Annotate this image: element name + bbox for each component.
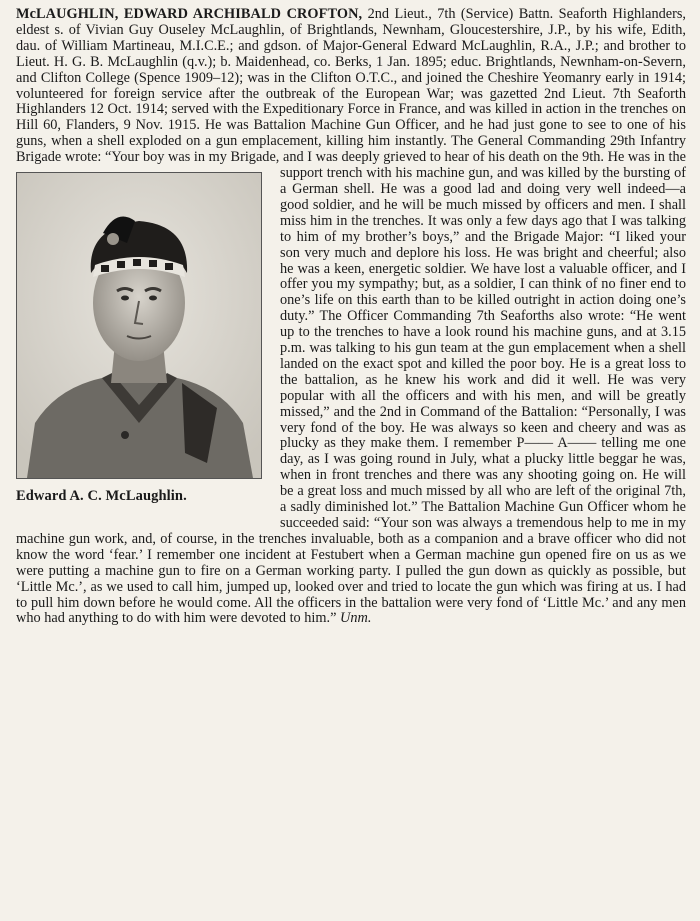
portrait-image bbox=[17, 173, 261, 478]
entry-continued-text: He was in the support trench with his machine gun, and was killed by the bursting of a German shell. He was a good lad and doing very well indeed—a good soldier, and he will be much missed by officers and men. I shall miss him in the trenches. It was only a few days ago that I was talking to him of my brother’s boys,” and the Brigade Major: “I liked your son very much and deplore his loss. He was bright and cheerful; also he was a keen, energetic soldier. We have lost a valuable officer, and I offer you my sympathy; but, as a soldier, I can think of no finer end to one’s life on this earth than to be killed outright in action doing one’s duty.” The Officer Commanding 7th Seaforths also wrote: “He went up to the trenches to have a look round his machine guns, and at 3.15 p.m. was talking to his gun team at the gun emplacement when a shell landed on the exact spot and killed the poor boy. He is a great loss to the battalion, as he knew his work and did it well. He was very popular with all the officers and with his men, and will be greatly missed,” and the 2nd in Command of the Battalion: “Personally, I was very fond of the boy. He was always so keen and cheery and was as plucky as they make them. I remember P—— A—— telling me one day, as I was going round in July, what a plucky little beggar he was, when in front trenches and there was any shooting going on. He will be a great loss and much missed by all who are left of the original 7th, a sadly diminished lot.” The Battalion Machine Gun Officer whom he succeeded said: “Your son was always a tremendous help to me in my machine gun work, and, of course, in the trenches invaluable, both as a companion and a brave officer who did not know the word ‘fear.’ I remember one incident at Festubert when a German machine gun opened fire on us as we were putting a machine gun to fire on a German working party. I pulled the gun down as quickly as possible, but ‘Little Mc.’, as we used to call him, jumped up, looked over and tried to locate the gun which was firing at us. I had to pull him down before he would come. All the officers in the battalion were very fond of ‘Little Mc.’ and any men who had anything to do with him were devoted to him.” bbox=[16, 149, 686, 627]
portrait-figure bbox=[16, 172, 264, 518]
marital-status: Unm. bbox=[340, 610, 372, 627]
entry-name: McLAUGHLIN, EDWARD ARCHIBALD CROFTON, bbox=[16, 6, 363, 22]
entry-intro-text: 2nd Lieut., 7th (Service) Battn. Seaforth Highlanders, eldest s. of Vivian Guy Ouseley McLaughlin, of Brightlands, Newnham, Gloucestershire, J.P., by his wife, Edith, dau. of William Martineau, M.I.C.E.; and gdson. of Major-General Edward McLaughlin, R.A., J.P.; and brother to Lieut. H. G. B. McLaughlin (q.v.); b. Maidenhead, co. Berks, 1 Jan. 1895; educ. Brightlands, Newnham-on-Severn, and Clifton College (Spence 1909–12); was in the Clifton O.T.C., and joined the Cheshire Yeomanry early in 1914; volunteered for foreign service after the outbreak of the European War; was gazetted 2nd Lieut. 7th Seaforth Highlanders 12 Oct. 1914; served with the Expeditionary Force in France, and was killed in action in the trenches on Hill 60, Flanders, 9 Nov. 1915. He was Battalion Machine Gun Officer, and he had just gone to see to one of his guns, when a shell exploded on a gun emplacement, killing him instantly. The General Commanding 29th Infantry Brigade wrote: “Your boy was in my Brigade, and I was deeply grieved to hear of his death on the 9th. bbox=[16, 6, 686, 166]
portrait-photo bbox=[16, 172, 262, 479]
entry-paragraph-1 bbox=[16, 7, 686, 627]
portrait-caption: Edward A. C. McLaughlin. bbox=[16, 488, 187, 505]
biography-entry bbox=[16, 7, 686, 627]
